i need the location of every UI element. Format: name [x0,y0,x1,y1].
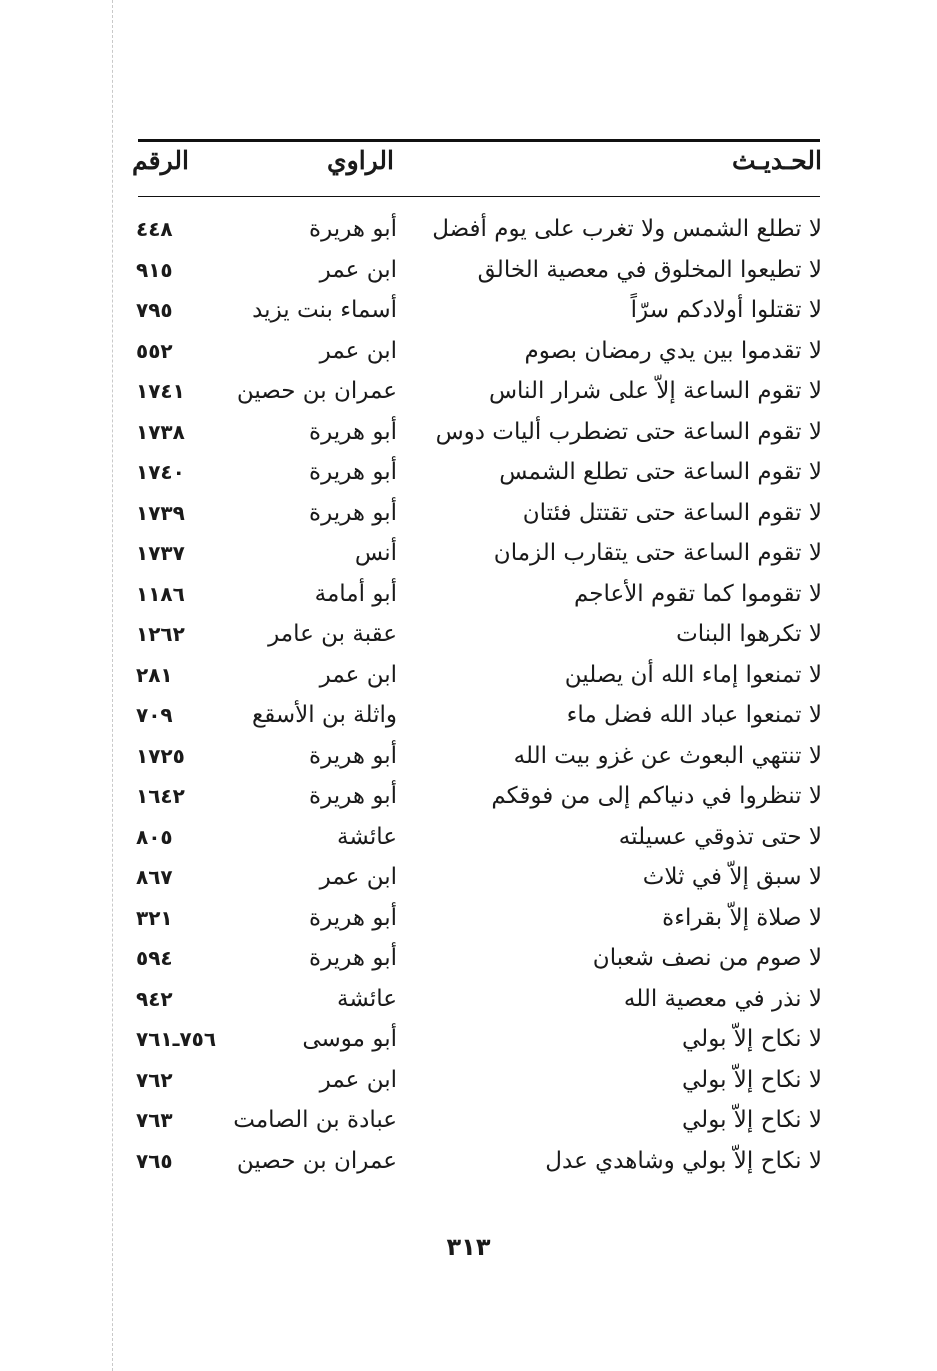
hadith-text: لا تطيعوا المخلوق في معصية الخالق [477,256,822,283]
table-row [130,292,822,333]
hadith-number: ٧٩٥ [136,298,173,322]
hadith-text: لا نكاح إلاّ بولي [682,1026,822,1052]
hadith-number: ٣٢١ [136,905,173,930]
narrator-name: أبو هريرة [309,499,397,526]
narrator-name: عائشة [337,823,397,850]
hadith-number: ١١٨٦ [136,581,185,606]
hadith-text: لا نكاح إلاّ بولي [682,1107,822,1133]
table-row [130,414,822,455]
hadith-text: لا نكاح إلاّ بولي [682,1066,822,1093]
table-top-rule [138,139,820,142]
table-row [130,495,822,536]
hadith-text: لا تقوم الساعة حتى تقتتل فئتان [522,499,822,526]
table-row [130,1021,822,1062]
table-row [130,211,822,252]
narrator-name: أبو موسى [302,1026,397,1052]
narrator-name: ابن عمر [319,661,397,688]
table-row [130,1102,822,1143]
hadith-text: لا نكاح إلاّ بولي وشاهدي عدل [545,1147,822,1174]
narrator-name: أبو هريرة [309,742,397,769]
hadith-number: ٧٦٢ [136,1067,173,1092]
hadith-text: لا تنظروا في دنياكم إلى من فوقكم [491,783,822,809]
hadith-number: ١٧٤١ [136,379,185,403]
table-row [130,697,822,738]
header-hadith: الحـديـث [732,146,822,175]
narrator-name: أبو هريرة [309,783,397,809]
narrator-name: أبو هريرة [309,945,397,971]
narrator-name: أبو هريرة [309,459,397,485]
hadith-number: ١٧٣٩ [136,500,185,525]
narrator-name: ابن عمر [319,1066,397,1093]
hadith-number: ٢٨١ [136,662,173,687]
table-row [130,576,822,617]
narrator-name: ابن عمر [319,256,397,283]
table-row [130,454,822,495]
page-number: ٣١٣ [446,1233,491,1261]
hadith-text: لا صلاة إلاّ بقراءة [662,904,822,931]
narrator-name: أبو هريرة [309,904,397,931]
hadith-text: لا حتى تذوقي عسيلته [618,823,822,850]
table-body [130,211,822,1183]
hadith-number: ٧٠٩ [136,703,173,727]
table-row [130,1143,822,1184]
hadith-text: لا تقوم الساعة إلاّ على شرار الناس [488,378,822,404]
hadith-text: لا تقوم الساعة حتى تطلع الشمس [499,459,822,485]
hadith-text: لا تقوم الساعة حتى تضطرب أليات دوس [435,418,822,445]
table-row [130,373,822,414]
hadith-number: ١٧٣٧ [136,541,185,565]
hadith-number: ١٦٤٢ [136,784,185,808]
hadith-text: لا نذر في معصية الله [623,985,822,1012]
header-narrator: الراوي [327,146,394,175]
narrator-name: ابن عمر [319,337,397,364]
table-header [130,146,822,186]
header-number: الرقم [132,146,189,175]
narrator-name: عمران بن حصين [236,378,397,404]
hadith-number: ٩١٥ [136,257,173,282]
table-row [130,859,822,900]
narrator-name: عائشة [337,985,397,1012]
table-row [130,333,822,374]
hadith-text: لا تمنعوا عباد الله فضل ماء [566,702,822,728]
narrator-name: عبادة بن الصامت [233,1107,397,1133]
hadith-number: ٩٤٢ [136,986,173,1011]
table-row [130,657,822,698]
hadith-text: لا سبق إلاّ في ثلاث [642,864,822,890]
hadith-number: ٨٠٥ [136,824,173,849]
table-row [130,940,822,981]
table-row [130,900,822,941]
hadith-number: ٥٥٢ [136,338,173,363]
table-header-rule [138,196,820,197]
narrator-name: ابن عمر [319,864,397,890]
narrator-name: عمران بن حصين [236,1147,397,1174]
hadith-number: ١٢٦٢ [136,622,185,646]
hadith-text: لا تطلع الشمس ولا تغرب على يوم أفضل [432,216,822,242]
hadith-text: لا تقوموا كما تقوم الأعاجم [573,580,822,607]
hadith-text: لا تنتهي البعوث عن غزو بيت الله [513,742,822,769]
hadith-number: ١٧٢٥ [136,743,185,768]
narrator-name: واثلة بن الأسقع [251,702,397,728]
narrator-name: أبو هريرة [309,418,397,445]
table-row [130,819,822,860]
narrator-name: عقبة بن عامر [268,621,397,647]
narrator-name: أسماء بنت يزيد [252,297,397,323]
hadith-text: لا صوم من نصف شعبان [592,945,822,971]
hadith-text: لا تقدموا بين يدي رمضان بصوم [524,337,822,364]
table-row [130,252,822,293]
hadith-number: ٨٦٧ [136,865,173,889]
hadith-text: لا تمنعوا إماء الله أن يصلين [564,661,822,688]
table-row [130,981,822,1022]
table-row [130,1062,822,1103]
gutter-line [112,0,113,1371]
hadith-text: لا تكرهوا البنات [676,621,822,647]
hadith-number: ٧٦٣ [136,1108,173,1132]
hadith-number: ٤٤٨ [136,217,173,241]
hadith-text: لا تقوم الساعة حتى يتقارب الزمان [493,540,822,566]
table-row [130,535,822,576]
narrator-name: أبو هريرة [309,216,397,242]
hadith-number: ٧٦٥ [136,1148,173,1173]
hadith-number: ١٧٤٠ [136,460,185,484]
table-row [130,616,822,657]
narrator-name: أبو أمامة [314,580,397,607]
narrator-name: أنس [354,540,397,566]
hadith-number: ٧٥٦ـ٧٦١ [136,1027,217,1051]
hadith-number: ٥٩٤ [136,946,173,970]
hadith-text: لا تقتلوا أولادكم سرّاً [630,297,822,323]
table-row [130,738,822,779]
hadith-number: ١٧٣٨ [136,419,185,444]
table-row [130,778,822,819]
